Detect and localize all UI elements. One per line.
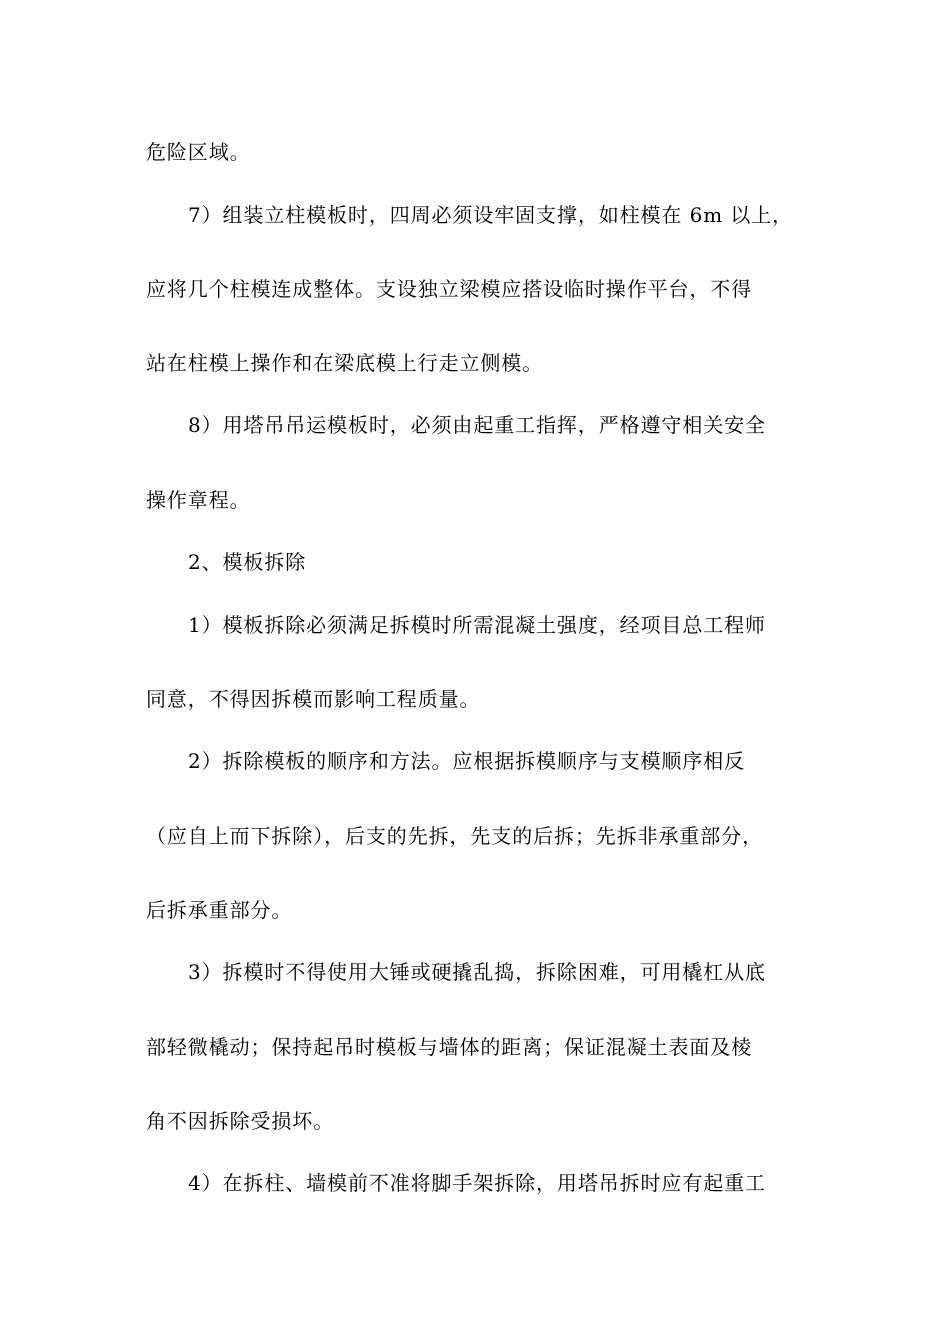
text-line: 后拆承重部分。	[146, 898, 293, 922]
section-heading: 2、模板拆除	[188, 550, 307, 574]
text-line: 部轻微橇动；保持起吊时模板与墙体的距离；保证混凝土表面及棱	[146, 1035, 753, 1059]
text-line: 站在柱模上操作和在梁底模上行走立侧模。	[146, 351, 544, 375]
text-line: 操作章程。	[146, 488, 251, 512]
text-line: 1）模板拆除必须满足拆模时所需混凝土强度，经项目总工程师	[188, 613, 766, 637]
text-line: 危险区域。	[146, 140, 251, 164]
text-line: 4）在拆柱、墙模前不准将脚手架拆除，用塔吊拆时应有起重工	[188, 1171, 766, 1195]
text-line: （应自上而下拆除），后支的先拆，先支的后拆；先拆非承重部分，	[146, 824, 763, 848]
text-line: 同意，不得因拆模而影响工程质量。	[146, 687, 481, 711]
text-line: 应将几个柱模连成整体。支设独立梁模应搭设临时操作平台，不得	[146, 277, 753, 301]
text-line: 2）拆除模板的顺序和方法。应根据拆模顺序与支模顺序相反	[188, 749, 746, 773]
text-line: 角不因拆除受损坏。	[146, 1109, 335, 1133]
text-line: 3）拆模时不得使用大锤或硬撬乱捣，拆除困难，可用橇杠从底	[188, 960, 766, 984]
text-line: 8）用塔吊吊运模板时，必须由起重工指挥，严格遵守相关安全	[188, 413, 766, 437]
text-line: 7）组装立柱模板时，四周必须设牢固支撑，如柱模在 6m 以上，	[188, 203, 794, 227]
